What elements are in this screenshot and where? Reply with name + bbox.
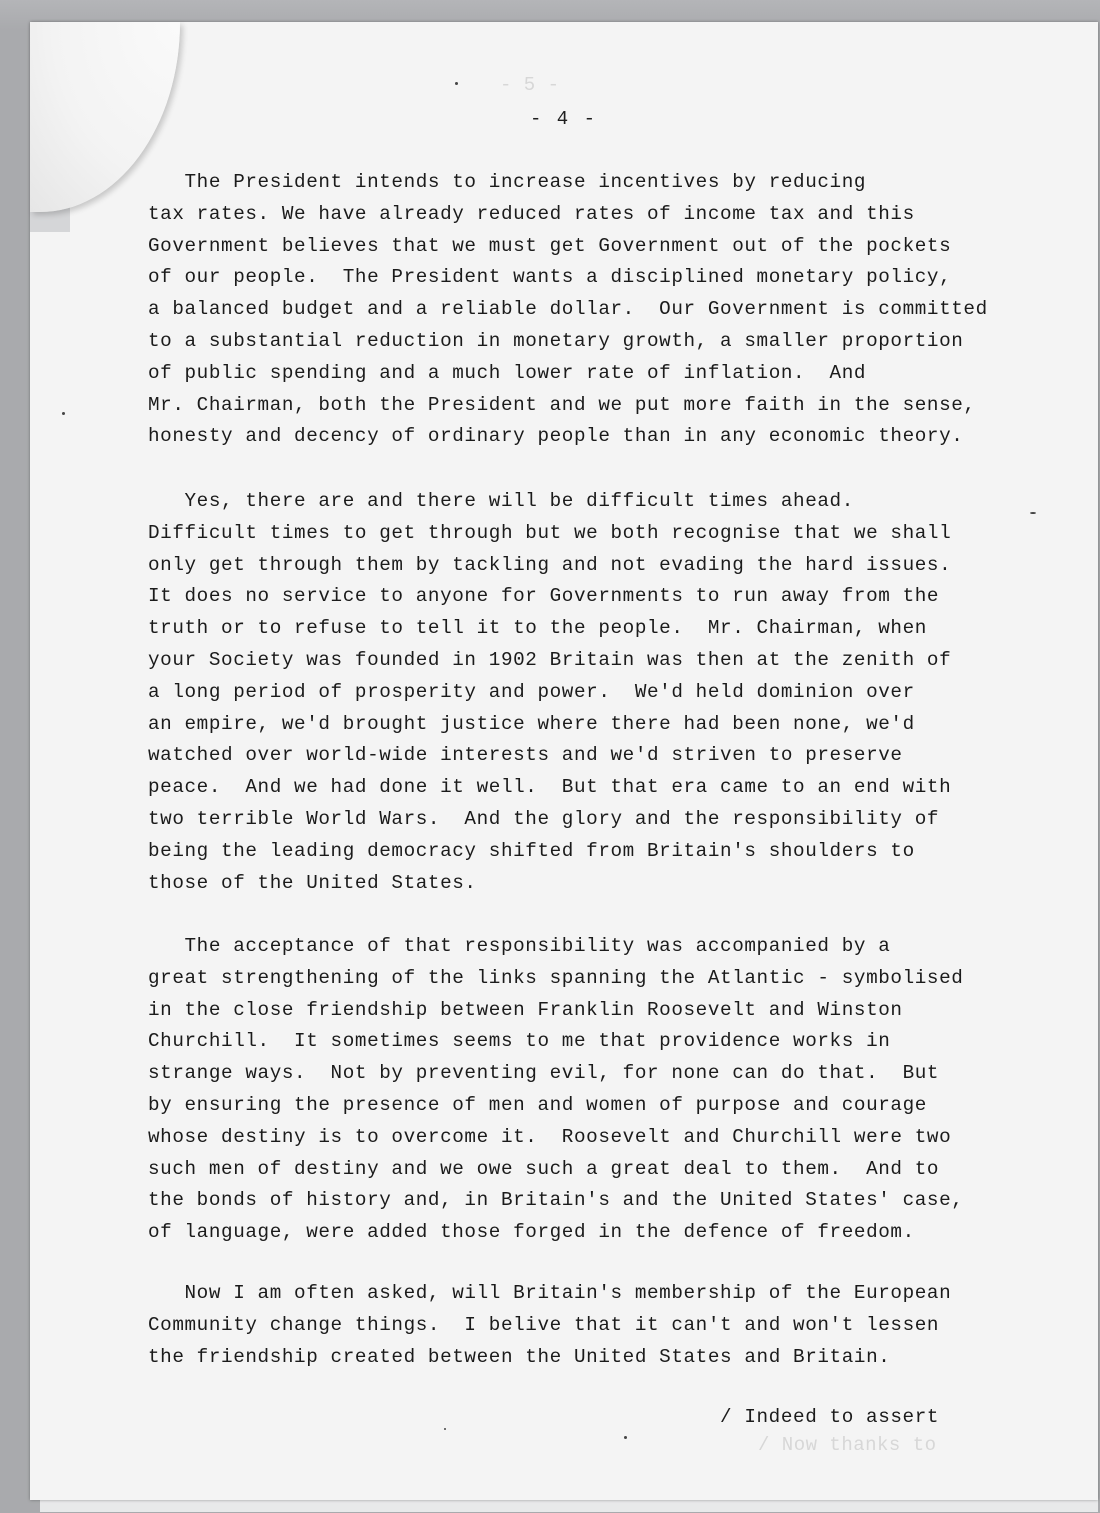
text-line: an empire, we'd brought justice where there had been none, we'd bbox=[148, 712, 915, 735]
text-line: a balanced budget and a reliable dollar. Our Government is committed bbox=[148, 298, 988, 321]
text-line: truth or to refuse to tell it to the people. Mr. Chairman, when bbox=[148, 617, 927, 640]
text-line: honesty and decency of ordinary people than in any economic theory. bbox=[148, 425, 964, 448]
text-line: The acceptance of that responsibility was accompanied by a bbox=[148, 935, 891, 957]
text-line: watched over world-wide interests and we'd striven to preserve bbox=[148, 744, 903, 767]
text-line: strange ways. Not by preventing evil, for none can do that. But bbox=[148, 1062, 940, 1085]
show-through-page-number: - 5 - bbox=[500, 74, 560, 96]
show-through-catchword: / Now thanks to bbox=[758, 1434, 937, 1456]
text-line: only get through them by tackling and not evading the hard issues. bbox=[148, 553, 952, 576]
text-line: such men of destiny and we owe such a great deal to them. And to bbox=[148, 1157, 940, 1180]
text-line: tax rates. We have already reduced rates of income tax and this bbox=[148, 202, 915, 225]
scan-speck bbox=[444, 1428, 446, 1430]
text-line: Yes, there are and there will be difficult times ahead. bbox=[148, 490, 854, 512]
text-line: The President intends to increase incentives by reducing bbox=[148, 171, 867, 193]
paragraph-4 bbox=[148, 1278, 1048, 1373]
text-line: your Society was founded in 1902 Britain was then at the zenith of bbox=[148, 648, 952, 671]
text-line: of our people. The President wants a disciplined monetary policy, bbox=[148, 266, 952, 289]
text-line: Churchill. It sometimes seems to me that providence works in bbox=[148, 1030, 891, 1053]
scan-speck bbox=[62, 412, 65, 415]
text-line: by ensuring the presence of men and women of purpose and courage bbox=[148, 1093, 927, 1116]
text-line: the bonds of history and, in Britain's and the United States' case, bbox=[148, 1189, 964, 1212]
catchword: / Indeed to assert bbox=[720, 1406, 940, 1428]
paragraph-2 bbox=[148, 486, 1048, 899]
page-number: - 4 - bbox=[530, 108, 598, 130]
scan-speck bbox=[624, 1436, 627, 1439]
text-line: in the close friendship between Franklin Roosevelt and Winston bbox=[148, 998, 903, 1021]
text-line: of public spending and a much lower rate of inflation. And bbox=[148, 361, 867, 384]
paragraph-3 bbox=[148, 931, 1048, 1249]
text-line: those of the United States. bbox=[148, 871, 477, 894]
text-line: a long period of prosperity and power. We'd held dominion over bbox=[148, 680, 915, 703]
scan-speck bbox=[455, 82, 458, 85]
text-line: whose destiny is to overcome it. Roosevelt and Churchill were two bbox=[148, 1125, 952, 1148]
text-line: Community change things. I belive that it can't and won't lessen bbox=[148, 1313, 940, 1336]
text-line: great strengthening of the links spanning the Atlantic - symbolised bbox=[148, 966, 964, 989]
text-line: Now I am often asked, will Britain's membership of the European bbox=[148, 1282, 952, 1304]
text-line: of language, were added those forged in the defence of freedom. bbox=[148, 1221, 915, 1244]
text-line: being the leading democracy shifted from Britain's shoulders to bbox=[148, 839, 915, 862]
text-line: Difficult times to get through but we both recognise that we shall bbox=[148, 521, 952, 544]
text-line: Mr. Chairman, both the President and we put more faith in the sense, bbox=[148, 393, 976, 416]
text-line: two terrible World Wars. And the glory and the responsibility of bbox=[148, 807, 940, 830]
text-line: Government believes that we must get Government out of the pockets bbox=[148, 234, 952, 257]
text-line: It does no service to anyone for Governments to run away from the bbox=[148, 585, 940, 608]
text-line: the friendship created between the United States and Britain. bbox=[148, 1345, 891, 1368]
text-line: to a substantial reduction in monetary growth, a smaller proportion bbox=[148, 329, 964, 352]
text-line: peace. And we had done it well. But that era came to an end with bbox=[148, 776, 952, 799]
paragraph-1 bbox=[148, 167, 1048, 453]
